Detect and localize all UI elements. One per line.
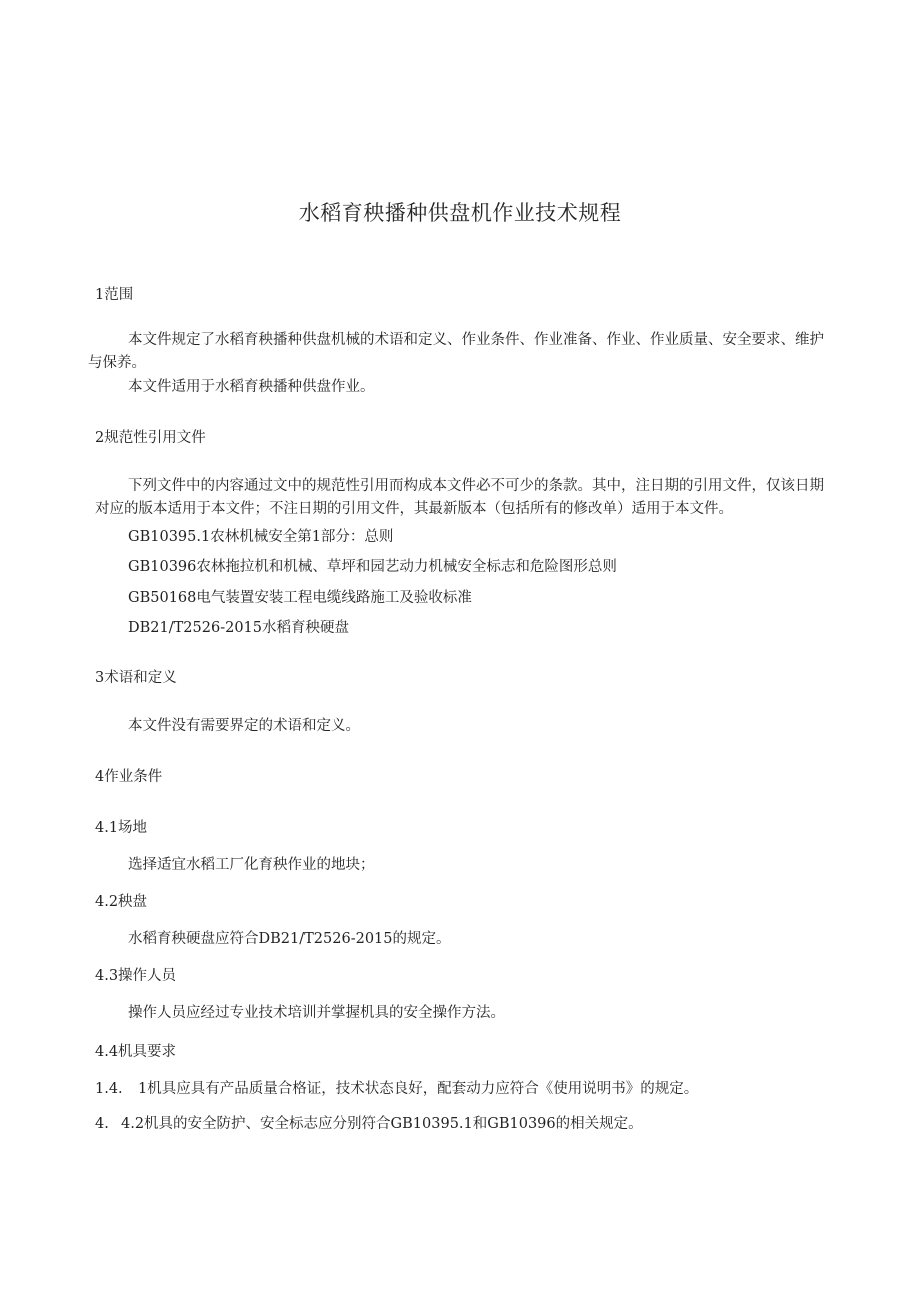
document-title: 水稻育秧播种供盘机作业技术规程 [298,201,622,225]
list-item-number: 1.4. [95,1081,123,1097]
section-2-heading: 2规范性引用文件 [95,430,206,446]
reference-item: GB50168电气装置安装工程电缆线路施工及验收标准 [128,590,472,606]
section-1-paragraph-1: 本文件规定了水稻育秧播种供盘机械的术语和定义、作业条件、作业准备、作业、作业质量、安全要求、维护与保养。 [88,332,824,371]
list-item-number: 4. [95,1116,109,1132]
reference-item: GB10396农林拖拉机和机械、草坪和园艺动力机械安全标志和危险图形总则 [128,559,617,575]
section-4-3-heading: 4.3操作人员 [95,968,177,984]
section-3-heading: 3术语和定义 [95,670,177,686]
reference-item: DB21/T2526-2015水稻育秧硬盘 [128,620,349,636]
section-4-1-heading: 4.1场地 [95,820,148,836]
section-4-2-text: 水稻育秧硬盘应符合DB21/T2526-2015的规定。 [128,931,451,947]
section-4-2-heading: 4.2秧盘 [95,894,148,910]
section-4-4-heading: 4.4机具要求 [95,1044,177,1060]
section-3-paragraph-1: 本文件没有需要界定的术语和定义。 [128,718,360,734]
section-4-heading: 4作业条件 [95,769,163,785]
reference-item: GB10395.1农林机械安全第1部分：总则 [128,529,394,545]
section-4-1-text: 选择适宜水稻工厂化育秧作业的地块； [128,857,375,873]
section-1-paragraph-2: 本文件适用于水稻育秧播种供盘作业。 [128,379,375,395]
list-item-text: 1机具应具有产品质量合格证，技术状态良好，配套动力应符合《使用说明书》的规定。 [138,1081,699,1097]
section-4-3-text: 操作人员应经过专业技术培训并掌握机具的安全操作方法。 [128,1005,505,1021]
section-1-heading: 1范围 [95,287,134,303]
list-item-text: 4.2机具的安全防护、安全标志应分别符合GB10395.1和GB10396的相关规定。 [121,1116,643,1132]
section-2-paragraph-1: 下列文件中的内容通过文中的规范性引用而构成本文件必不可少的条款。其中，注日期的引用文件，仅该日期对应的版本适用于本文件；不注日期的引用文件，其最新版本（包括所有的修改单）适用于本文件。 [95,478,824,517]
